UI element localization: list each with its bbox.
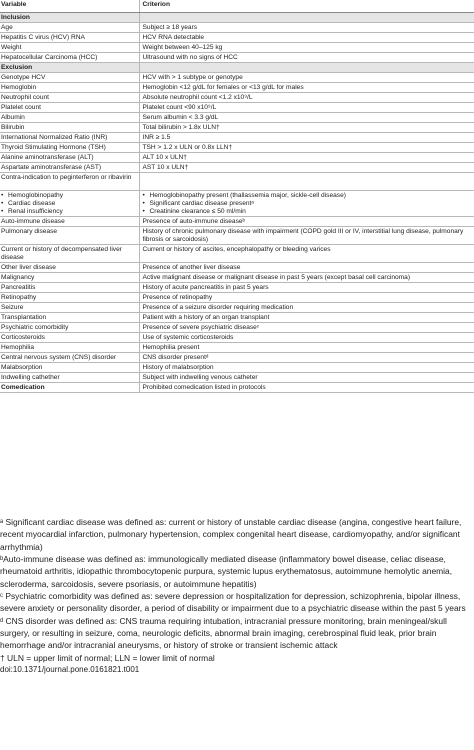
- criterion-cell: Prohibited comedication listed in protocols: [139, 382, 474, 392]
- variable-cell: Contra-indication to peginterferon or ribavirin: [0, 172, 139, 190]
- criterion-column-header: Criterion: [139, 0, 474, 13]
- table-row: [0, 172, 474, 190]
- criterion-list-item: • Significant cardiac disease presentᵃ: [143, 200, 473, 208]
- table-body: [0, 13, 474, 393]
- variable-list-item: • Renal insufficiency: [1, 208, 137, 216]
- criterion-list-item: • Hemoglobinopathy present (thallassemia major, sickle-cell disease): [143, 192, 473, 200]
- table-row: [0, 382, 474, 392]
- criterion-cell: ALT 10 x ULN†: [139, 152, 474, 162]
- variable-cell: Bilirubin: [0, 122, 139, 132]
- table-row: [0, 332, 474, 342]
- variable-cell: Pancreatitis: [0, 282, 139, 292]
- table-row: [0, 322, 474, 332]
- section-filler: [139, 13, 474, 23]
- table-row: [0, 262, 474, 272]
- footnote: ᵇAuto-immune disease was defined as: immunologically mediated disease (inflammatory bowel disease, celiac disease, rheumatoid arthritis, idiopathic thrombocytopenic purpura, systemic lupus erythematosus, autoimmune hemolytic anemia, scleroderma, sarcoidosis, severe psoriasis, or autoimmune hepatitis): [0, 554, 453, 589]
- variable-cell: Other liver disease: [0, 262, 139, 272]
- footnote-list: [0, 516, 472, 664]
- table-row: [0, 226, 474, 244]
- variable-cell: Indwelling cathether: [0, 372, 139, 382]
- table-row: [0, 302, 474, 312]
- variable-cell: Malignancy: [0, 272, 139, 282]
- table-row: [0, 82, 474, 92]
- footnote: ᶜ Psychiatric comorbidity was defined as: severe depression or hospitalization for depression, schizophrenia, bipolar illness, severe anxiety or personality disorder, a period of disability or impairment due to a psychiatric disease within the past 5 years: [0, 591, 466, 614]
- criterion-cell: AST 10 x ULN†: [139, 162, 474, 172]
- variable-column-header: Variable: [0, 0, 139, 13]
- variable-cell: Current or history of decompensated liver disease: [0, 244, 139, 262]
- variable-cell: Weight: [0, 42, 139, 52]
- criterion-list-item: • Creatinine clearance ≤ 50 ml/min: [143, 208, 473, 216]
- criterion-cell: Use of systemic corticosteroids: [139, 332, 474, 342]
- variable-cell: [0, 190, 139, 216]
- footnote: ᵈ CNS disorder was defined as: CNS trauma requiring intubation, intracranial pressure monitoring, brain meningeal/skull surgery, or resulting in seizure, coma, neurologic deficits, abnormal brain imaging, cerebrospinal fluid leak, prior brain hemorrhage and/or intracranial aneurysms, or history of stroke or transient ischemic attack: [0, 615, 447, 651]
- variable-cell: Central nervous system (CNS) disorder: [0, 352, 139, 362]
- variable-cell: Hepatocellular Carcinoma (HCC): [0, 52, 139, 62]
- criterion-cell: History of chronic pulmonary disease with impairment (COPD gold III or IV, interstitial lung disease, pulmonary fibrosis or sarcoidosis): [139, 226, 474, 244]
- variable-cell: Alanine aminotransferase (ALT): [0, 152, 139, 162]
- criterion-cell: TSH > 1.2 x ULN or 0.8x LLN†: [139, 142, 474, 152]
- criterion-cell: Presence of another liver disease: [139, 262, 474, 272]
- criterion-cell: [139, 172, 474, 190]
- variable-cell: International Normalized Ratio (INR): [0, 132, 139, 142]
- table-row: [0, 42, 474, 52]
- variable-cell: Genotype HCV: [0, 72, 139, 82]
- criterion-cell: Hemophilia present: [139, 342, 474, 352]
- variable-cell: Platelet count: [0, 102, 139, 112]
- criterion-cell: Platelet count <90 x10⁹/L: [139, 102, 474, 112]
- table-row: [0, 52, 474, 62]
- variable-cell: Transplantation: [0, 312, 139, 322]
- variable-cell: Comedication: [0, 382, 139, 392]
- table-row: [0, 142, 474, 152]
- variable-cell: Corticosteroids: [0, 332, 139, 342]
- table-row: [0, 152, 474, 162]
- table-row: [0, 372, 474, 382]
- variable-cell: Auto-immune disease: [0, 216, 139, 226]
- criterion-cell: [139, 190, 474, 216]
- table-row: [0, 132, 474, 142]
- table-header-row: [0, 0, 474, 13]
- variable-cell: Malabsorption: [0, 362, 139, 372]
- criterion-cell: Presence of severe psychiatric diseaseᶜ: [139, 322, 474, 332]
- criterion-cell: History of malabsorption: [139, 362, 474, 372]
- criterion-cell: Patient with a history of an organ transplant: [139, 312, 474, 322]
- variable-cell: Hepatitis C virus (HCV) RNA: [0, 32, 139, 42]
- footnote: ᵃ Significant cardiac disease was defined as: current or history of unstable cardiac disease (angina, congestive heart failure, recent myocardial infarction, pulmonary hypertension, complex congenital heart disease, cardiomyopathy, and/or significant arrhythmia): [0, 517, 462, 552]
- variable-cell: Aspartate aminotransferase (AST): [0, 162, 139, 172]
- table-footnotes: [0, 516, 472, 676]
- table-row: [0, 244, 474, 262]
- criterion-cell: Subject ≥ 18 years: [139, 22, 474, 32]
- table-row: [0, 292, 474, 302]
- table-row: [0, 112, 474, 122]
- section-filler: [139, 62, 474, 72]
- variable-cell: Albumin: [0, 112, 139, 122]
- variable-cell: Pulmonary disease: [0, 226, 139, 244]
- footnote: † ULN = upper limit of normal; LLN = lower limit of normal: [0, 652, 215, 663]
- variable-cell: Age: [0, 22, 139, 32]
- section-row: [0, 62, 474, 72]
- criterion-cell: Subject with indwelling venous catheter: [139, 372, 474, 382]
- table-row: [0, 272, 474, 282]
- criterion-cell: Current or history of ascites, encephalopathy or bleeding varices: [139, 244, 474, 262]
- section-row: [0, 13, 474, 23]
- table-row: [0, 312, 474, 322]
- section-label: Inclusion: [0, 13, 139, 23]
- table-row: [0, 32, 474, 42]
- criterion-cell: HCV with > 1 subtype or genotype: [139, 72, 474, 82]
- variable-cell: Hemoglobin: [0, 82, 139, 92]
- doi-line: doi:10.1371/journal.pone.0161821.t001: [0, 665, 140, 675]
- criterion-cell: Presence of a seizure disorder requiring medication: [139, 302, 474, 312]
- table-row: [0, 22, 474, 32]
- table-row: [0, 352, 474, 362]
- criterion-cell: Active malignant disease or malignant disease in past 5 years (except basal cell carcinoma): [139, 272, 474, 282]
- variable-cell: Hemophilia: [0, 342, 139, 352]
- table-row: [0, 92, 474, 102]
- table-row: [0, 282, 474, 292]
- criterion-cell: INR ≥ 1.5: [139, 132, 474, 142]
- variable-cell: Retinopathy: [0, 292, 139, 302]
- section-label: Exclusion: [0, 62, 139, 72]
- criterion-cell: Serum albumin < 3.3 g/dL: [139, 112, 474, 122]
- table-row: [0, 362, 474, 372]
- criterion-cell: Presence of retinopathy: [139, 292, 474, 302]
- table-row: [0, 216, 474, 226]
- criterion-cell: Total bilirubin > 1.8x ULN†: [139, 122, 474, 132]
- criterion-cell: Hemoglobin <12 g/dL for females or <13 g/dL for males: [139, 82, 474, 92]
- variable-list-item: • Hemoglobinopathy: [1, 192, 137, 200]
- criterion-cell: Ultrasound with no signs of HCC: [139, 52, 474, 62]
- table-row: [0, 342, 474, 352]
- criterion-cell: HCV RNA detectable: [139, 32, 474, 42]
- criterion-cell: Absolute neutrophil count <1.2 x10⁹/L: [139, 92, 474, 102]
- table-row: [0, 190, 474, 216]
- criterion-cell: History of acute pancreatitis in past 5 years: [139, 282, 474, 292]
- table-row: [0, 122, 474, 132]
- table-row: [0, 102, 474, 112]
- variable-cell: Psychiatric comorbidity: [0, 322, 139, 332]
- criterion-cell: CNS disorder presentᵈ: [139, 352, 474, 362]
- criterion-cell: Presence of auto-immune diseaseᵇ: [139, 216, 474, 226]
- variable-cell: Seizure: [0, 302, 139, 312]
- variable-list-item: • Cardiac disease: [1, 200, 137, 208]
- variable-cell: Thyroid Stimulating Hormone (TSH): [0, 142, 139, 152]
- variable-cell: Neutrophil count: [0, 92, 139, 102]
- table-row: [0, 162, 474, 172]
- table-row: [0, 72, 474, 82]
- criterion-cell: Weight between 40–125 kg: [139, 42, 474, 52]
